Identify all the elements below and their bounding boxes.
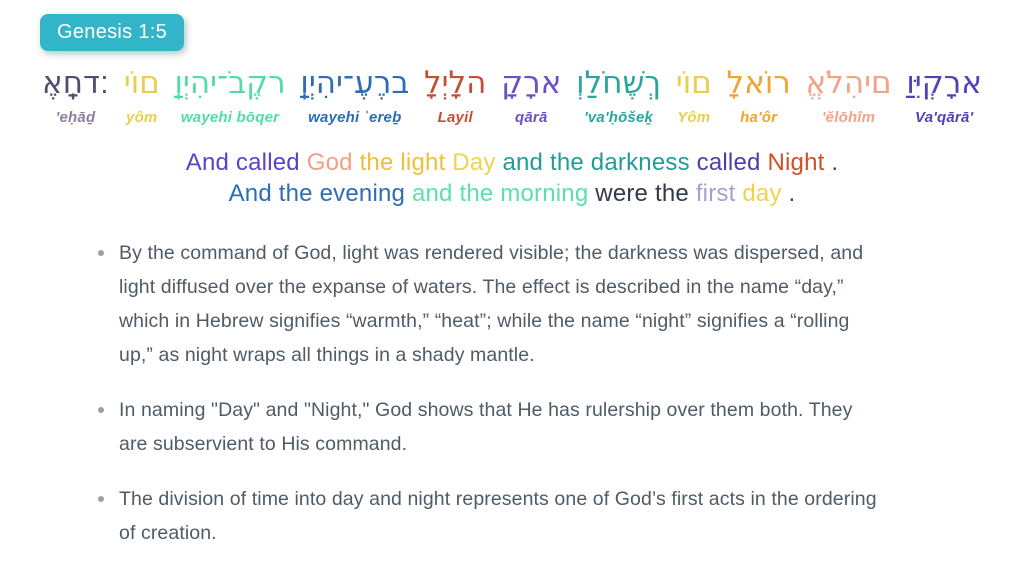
translation-token: the light: [359, 149, 446, 176]
transliteration-label: wayehi ʿereḇ: [308, 109, 402, 126]
hebrew-word: אֱלֹהִים: [805, 65, 892, 101]
transliteration-label: Va'qārā': [915, 109, 974, 126]
interlinear-word-column: [424, 60, 486, 126]
interlinear-word-column: [576, 60, 661, 126]
translation-token: God: [306, 149, 353, 176]
interlinear-word-column: [300, 60, 409, 126]
translation-token: Night: [767, 149, 825, 176]
hebrew-word: קָרָא: [501, 65, 562, 101]
translation-token: and the morning: [411, 180, 589, 207]
translation-token: and the darkness: [502, 149, 690, 176]
interlinear-word-column: [42, 60, 109, 126]
transliteration-label: qārā: [515, 109, 548, 126]
verse-reference-badge[interactable]: Genesis 1:5: [40, 14, 184, 51]
transliteration-label: 'va'ḥōšeḵ: [584, 109, 654, 126]
interlinear-word-column: [806, 60, 892, 126]
translation-line-2: [0, 178, 1024, 209]
hebrew-word: וַֽיְהִי־עֶרֶב: [300, 65, 410, 101]
translation-token: called: [696, 149, 761, 176]
interlinear-word-column: [124, 60, 160, 126]
translation-token: Day: [452, 149, 496, 176]
translation-token: And the evening: [228, 180, 406, 207]
translation-block: [0, 147, 1024, 209]
bullet-dot-icon: [98, 250, 104, 256]
commentary-item: [97, 482, 883, 550]
translation-token: day: [742, 180, 782, 207]
commentary-item: [97, 393, 883, 461]
commentary-text: In naming "Day" and "Night," God shows that He has rulership over them both. They are subservient to His command.: [119, 399, 853, 455]
bullet-dot-icon: [98, 496, 104, 502]
commentary-text: The division of time into day and night represents one of God’s first acts in the ordering of creation.: [119, 488, 877, 544]
transliteration-label: yôm: [126, 109, 158, 126]
commentary-text: By the command of God, light was rendered visible; the darkness was dispersed, and light diffused over the expanse of waters. The effect is described in the name “day,” which in Hebrew signifies “warmth,” “heat”; while the name “night” signifies a “rolling up,” as night wraps all things in a shady mantle.: [119, 242, 864, 366]
translation-token: first: [695, 180, 736, 207]
hebrew-word: וַֽיְהִי־בֹקֶר: [174, 65, 286, 101]
interlinear-word-column: [676, 60, 712, 126]
transliteration-label: 'eḥāḏ: [55, 109, 96, 126]
translation-token: .: [788, 180, 796, 207]
transliteration-label: wayehi bōqer: [180, 109, 280, 126]
translation-token: .: [831, 149, 839, 176]
hebrew-word: אֶחָֽד׃: [42, 65, 110, 101]
hebrew-word: וַיִּקְרָא: [906, 65, 982, 101]
hebrew-word: יוֹם: [675, 65, 712, 101]
interlinear-word-column: [726, 60, 790, 126]
translation-token: were the: [595, 180, 689, 207]
transliteration-label: 'ĕlōhîm: [821, 109, 876, 126]
interlinear-word-column: [906, 60, 982, 126]
commentary-item: [97, 236, 883, 372]
bullet-dot-icon: [98, 407, 104, 413]
translation-line-1: [0, 147, 1024, 178]
translation-token: And called: [185, 149, 300, 176]
hebrew-word: יוֹם: [123, 65, 160, 101]
transliteration-label: Yôm: [677, 109, 711, 126]
transliteration-label: Layil: [437, 109, 473, 126]
commentary-list: [97, 236, 883, 571]
hebrew-word: לָיְלָה: [424, 65, 487, 101]
transliteration-label: ha'ôr: [740, 109, 778, 126]
hebrew-word: לָאוֹר: [726, 65, 791, 101]
interlinear-word-column: [174, 60, 285, 126]
hebrew-word: וְלַחֹשֶׁךְ: [576, 65, 662, 101]
interlinear-row: [42, 60, 982, 126]
interlinear-word-column: [501, 60, 561, 126]
